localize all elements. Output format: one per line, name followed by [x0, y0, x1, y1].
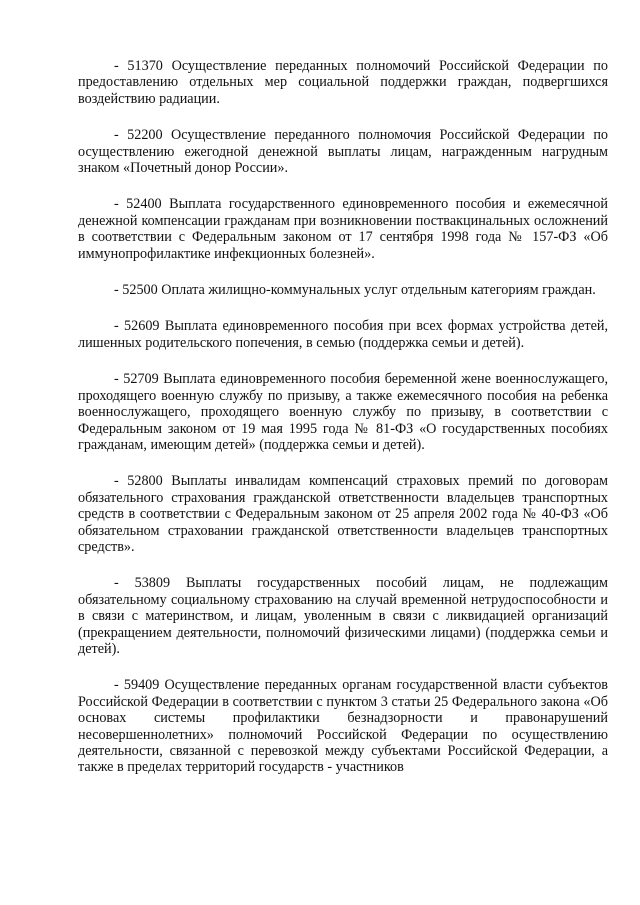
paragraph-52400: - 52400 Выплата государственного единовременного пособия и ежемесячной денежной компенсации гражданам при возникновении поствакцинальных осложнений в соответствии с Федеральным законом от 17 сентября 1998 года № 157-ФЗ «Об иммунопрофилактике инфекционных болезней». [78, 196, 608, 262]
paragraph-53809: - 53809 Выплаты государственных пособий лицам, не подлежащим обязательному социальному страхованию на случай временной нетрудоспособности и в связи с материнством, и лицам, уволенным в связи с ликвидацией организаций (прекращением деятельности, полномочий физическими лицами) (поддержка семьи и детей). [78, 575, 608, 657]
paragraph-52800: - 52800 Выплаты инвалидам компенсаций страховых премий по договорам обязательного страхования гражданской ответственности владельцев транспортных средств в соответствии с Федеральным законом от 25 апреля 2002 года № 40-ФЗ «Об обязательном страховании гражданской ответственности владельцев транспортных средств». [78, 473, 608, 555]
paragraph-52609: - 52609 Выплата единовременного пособия при всех формах устройства детей, лишенных родительского попечения, в семью (поддержка семьи и детей). [78, 318, 608, 351]
paragraph-52709: - 52709 Выплата единовременного пособия беременной жене военнослужащего, проходящего военную службу по призыву, а также ежемесячного пособия на ребенка военнослужащего, проходящего военную службу по призыву, в соответствии с Федеральным законом от 19 мая 1995 года № 81-ФЗ «О государственных пособиях гражданам, имеющим детей» (поддержка семьи и детей). [78, 371, 608, 453]
paragraph-51370: - 51370 Осуществление переданных полномочий Российской Федерации по предоставлению отдельных мер социальной поддержки граждан, подвергшихся воздействию радиации. [78, 58, 608, 107]
paragraph-52500: - 52500 Оплата жилищно-коммунальных услуг отдельным категориям граждан. [114, 282, 596, 299]
paragraph-52200: - 52200 Осуществление переданного полномочия Российской Федерации по осуществлению ежегодной денежной выплаты лицам, награжденным нагрудным знаком «Почетный донор России». [78, 127, 608, 177]
document-page [78, 58, 608, 796]
paragraph-59409: - 59409 Осуществление переданных органам государственной власти субъектов Российской Федерации в соответствии с пунктом 3 статьи 25 Федерального закона «Об основах системы профилактики безнадзорности и правонарушений несовершеннолетних» полномочий Российской Федерации по осуществлению деятельности, связанной с перевозкой между субъектами Российской Федерации, а также в пределах территорий государств - участников [78, 677, 608, 776]
